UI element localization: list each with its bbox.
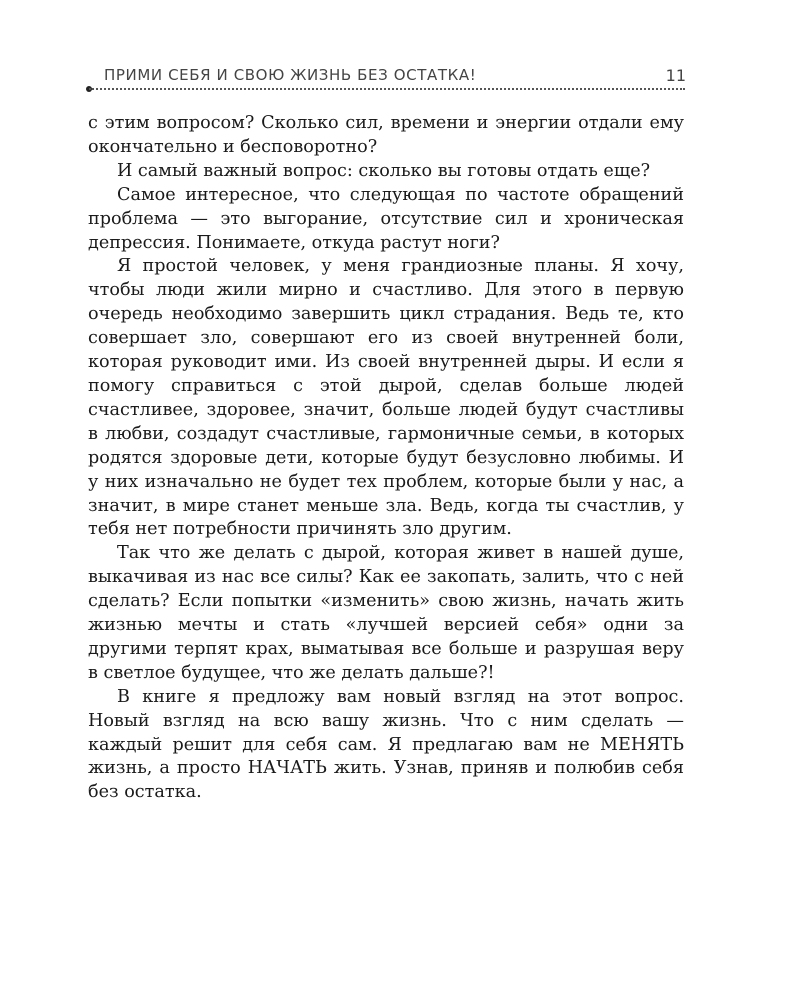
page-number: 11 bbox=[665, 66, 686, 85]
paragraph-continued: с этим вопросом? Сколько сил, времени и энергии отдали ему окончательно и бесповоротно? bbox=[88, 113, 684, 157]
paragraph: Так что же делать с дырой, которая живет в нашей душе, выкачивая из нас все силы? Как ее закопать, залить, что с ней сделать? Если попытки «изменить» свою жизнь, начать жить жизнью мечты и стать «лучшей версией себя» одни за другими терпят крах, выматывая все больше и разрушая веру в светлое будущее, что же делать дальше?! bbox=[88, 543, 684, 683]
running-header-title: ПРИМИ СЕБЯ И СВОЮ ЖИЗНЬ БЕЗ ОСТАТКА! bbox=[104, 66, 477, 84]
header-dotted-rule bbox=[89, 88, 685, 90]
paragraph: И самый важный вопрос: сколько вы готовы отдать еще? bbox=[117, 160, 651, 181]
body-text bbox=[88, 112, 684, 805]
paragraph: В книге я предложу вам новый взгляд на этот вопрос. Новый взгляд на всю вашу жизнь. Что с ним сделать — каждый решит для себя сам. Я предлагаю вам не МЕНЯТЬ жизнь, а просто НАЧАТЬ жить. Узнав, приняв и полюбив себя без остатка. bbox=[88, 686, 684, 803]
running-header bbox=[104, 66, 686, 90]
paragraph: Я простой человек, у меня грандиозные планы. Я хочу, чтобы люди жили мирно и счастливо. Для этого в первую очередь необходимо завершить цикл страдания. Ведь те, кто совершает зло, совершают его из своей внутренней боли, которая руководит ими. Из своей внутренней дыры. И если я помогу справиться с этой дырой, сделав больше людей счастливее, здоровее, значит, больше людей будут счастливы в любви, создадут счастливые, гармоничные семьи, в которых родятся здоровые дети, которые будут безусловно любимы. И у них изначально не будет тех проблем, которые были у нас, а значит, в мире станет меньше зла. Ведь, когда ты счастлив, у тебя нет потребности причинять зло другим. bbox=[88, 256, 684, 540]
paragraph: Самое интересное, что следующая по частоте обращений проблема — это выгорание, отсутствие сил и хроническая депрессия. Понимаете, откуда растут ноги? bbox=[88, 184, 684, 253]
